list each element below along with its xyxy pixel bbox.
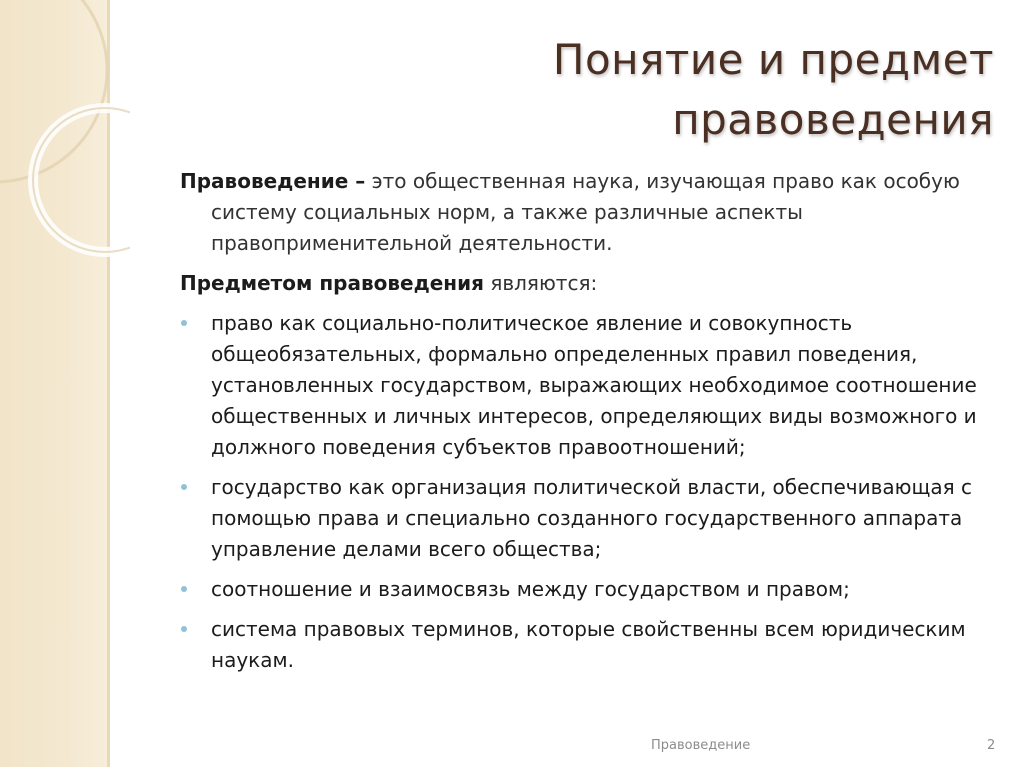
slide-title: Понятие и предмет правоведения — [552, 35, 994, 144]
decorative-rings — [0, 0, 130, 300]
page-number: 2 — [987, 738, 996, 753]
definition-text: это общественная наука, изучающая право как особую систему социальных норм, а также различные аспекты правоприменительной деятельности. — [211, 169, 960, 255]
list-item — [180, 472, 1010, 565]
list-item — [180, 308, 1010, 463]
ring-white — [33, 108, 130, 252]
definition-term: Правоведение – — [180, 169, 366, 193]
definition-paragraph — [180, 166, 1010, 259]
bullet-dot-icon — [181, 586, 187, 592]
list-item — [180, 574, 1010, 605]
list-item-text: соотношение и взаимосвязь между государством и правом; — [211, 577, 850, 601]
subject-text: являются: — [483, 271, 598, 295]
subject-intro — [180, 268, 1010, 299]
bullet-dot-icon — [181, 626, 187, 632]
footer-label: Правоведение — [651, 738, 751, 753]
list-item-text: государство как организация политической власти, обеспечивающая с помощью права и специально созданного государственного аппарата управление делами всего общества; — [211, 475, 972, 561]
bullet-dot-icon — [181, 484, 187, 490]
ring-large — [0, 0, 107, 182]
subject-term: Предметом правоведения — [180, 271, 484, 295]
list-item-text: система правовых терминов, которые свойственны всем юридическим наукам. — [211, 617, 966, 672]
bullet-dot-icon — [181, 320, 187, 326]
list-item-text: право как социально-политическое явление и совокупность общеобязательных, формально определенных правил поведения, установленных государством, выражающих необходимое соотношение общественных и личных интересов, определяющих виды возможного и должного поведения субъектов правоотношений; — [211, 311, 977, 459]
subject-list — [180, 308, 1010, 676]
list-item — [180, 614, 1010, 676]
slide-content — [180, 166, 1010, 685]
